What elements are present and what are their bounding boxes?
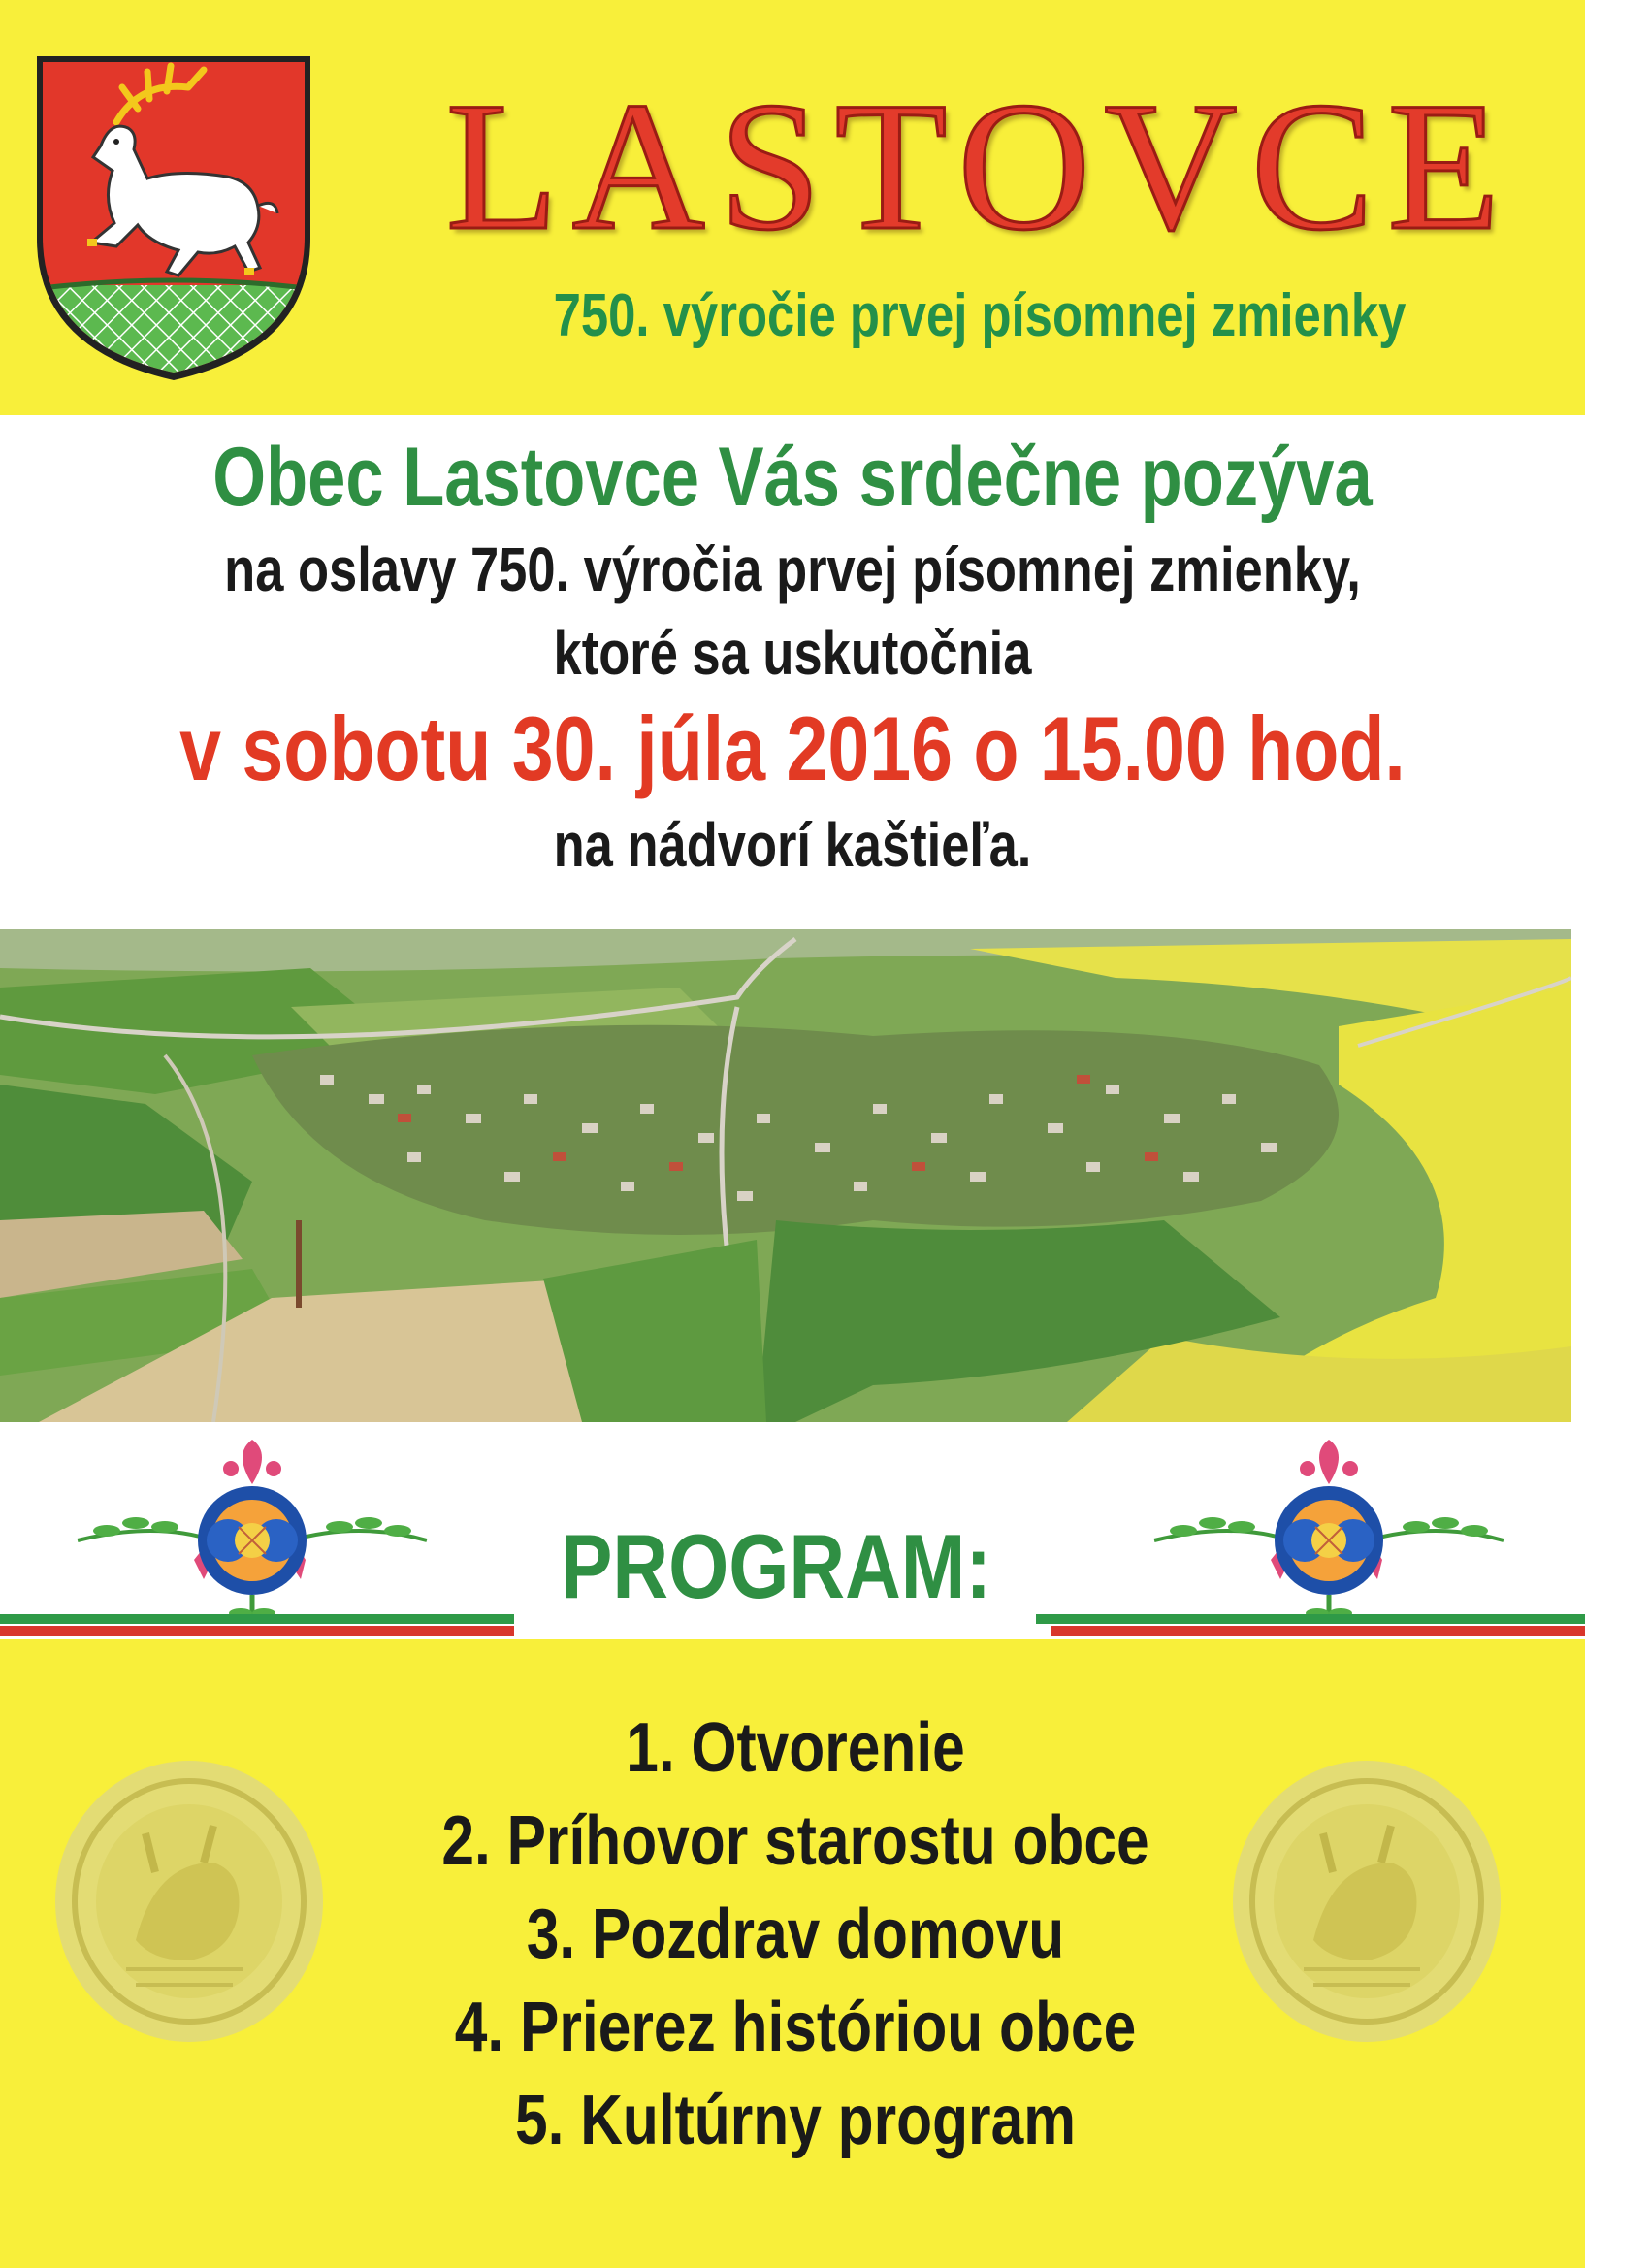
page-subtitle: 750. výročie prvej písomnej zmienky xyxy=(553,282,1406,349)
program-item: 5. Kultúrny program xyxy=(515,2082,1076,2159)
program-item: 1. Otvorenie xyxy=(626,1709,965,1787)
folk-flower-ornament-icon xyxy=(1145,1434,1513,1628)
historic-wax-seal-icon xyxy=(48,1756,330,2047)
invitation-occasion: na oslavy 750. výročia prvej písomnej zmienky, xyxy=(224,535,1361,604)
stripe-red-right xyxy=(1051,1626,1585,1636)
stripe-green-left xyxy=(0,1614,514,1624)
event-date-time: v sobotu 30. júla 2016 o 15.00 hod. xyxy=(179,697,1406,799)
program-heading: PROGRAM: xyxy=(561,1515,991,1617)
program-item: 2. Príhovor starostu obce xyxy=(441,1802,1149,1880)
program-item: 3. Pozdrav domovu xyxy=(526,1895,1065,1973)
stripe-green-right xyxy=(1036,1614,1585,1624)
coat-of-arms-deer-icon xyxy=(33,52,314,382)
aerial-village-photo xyxy=(0,929,1571,1422)
invitation-heading: Obec Lastovce Vás srdečne pozýva xyxy=(212,431,1373,524)
stripe-red-left xyxy=(0,1626,514,1636)
event-location: na nádvorí kaštieľa. xyxy=(553,810,1032,880)
invitation-text xyxy=(0,427,1585,887)
folk-flower-ornament-icon xyxy=(68,1434,436,1628)
page-title: LASTOVCE xyxy=(445,65,1514,269)
program-item: 4. Prierez históriou obce xyxy=(454,1989,1137,2066)
program-list xyxy=(291,1701,1300,2167)
invitation-connector: ktoré sa uskutočnia xyxy=(553,618,1032,688)
